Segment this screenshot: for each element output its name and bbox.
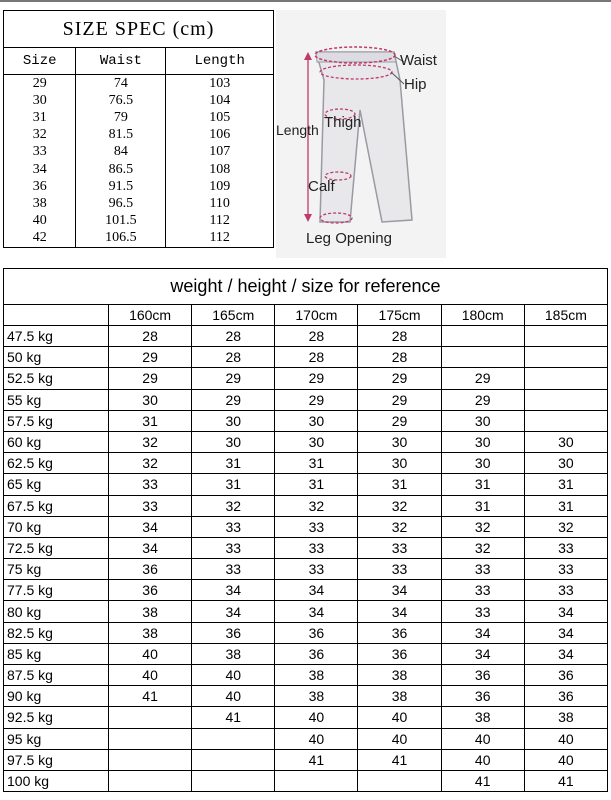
length-cell: 112 — [166, 230, 274, 248]
weight-label: 50 kg — [4, 347, 109, 368]
size-value-cell: 31 — [441, 474, 524, 495]
size-cell: 42 — [4, 230, 76, 248]
size-spec-table — [3, 10, 274, 248]
reference-row — [4, 707, 608, 728]
size-value-cell: 33 — [275, 559, 358, 580]
size-value-cell: 32 — [441, 516, 524, 537]
size-value-cell: 38 — [192, 643, 275, 664]
waist-cell: 76.5 — [76, 92, 166, 109]
size-value-cell: 41 — [358, 749, 441, 770]
size-value-cell: 28 — [275, 347, 358, 368]
size-value-cell: 33 — [109, 495, 192, 516]
size-value-cell — [275, 770, 358, 791]
size-value-cell: 38 — [358, 665, 441, 686]
size-value-cell: 40 — [109, 643, 192, 664]
size-value-cell: 32 — [109, 453, 192, 474]
size-value-cell: 28 — [358, 347, 441, 368]
size-value-cell: 30 — [109, 389, 192, 410]
size-value-cell — [109, 749, 192, 770]
weight-label: 60 kg — [4, 431, 109, 452]
size-value-cell: 34 — [192, 601, 275, 622]
reference-row — [4, 389, 608, 410]
waist-cell: 106.5 — [76, 230, 166, 248]
reference-row — [4, 601, 608, 622]
reference-row — [4, 474, 608, 495]
size-value-cell: 30 — [524, 431, 607, 452]
size-value-cell: 31 — [192, 453, 275, 474]
length-cell: 104 — [166, 92, 274, 109]
size-value-cell — [192, 770, 275, 791]
height-header: 180cm — [441, 305, 524, 326]
weight-label: 57.5 kg — [4, 410, 109, 431]
weight-label: 77.5 kg — [4, 580, 109, 601]
size-value-cell: 29 — [358, 410, 441, 431]
size-value-cell: 29 — [109, 368, 192, 389]
size-value-cell: 30 — [358, 431, 441, 452]
size-value-cell: 30 — [441, 453, 524, 474]
size-value-cell: 31 — [109, 410, 192, 431]
reference-row — [4, 643, 608, 664]
reference-row — [4, 453, 608, 474]
weight-label: 75 kg — [4, 559, 109, 580]
size-value-cell: 29 — [358, 389, 441, 410]
size-value-cell: 34 — [524, 643, 607, 664]
size-value-cell: 33 — [441, 601, 524, 622]
size-value-cell: 40 — [192, 686, 275, 707]
weight-label: 97.5 kg — [4, 749, 109, 770]
reference-row — [4, 326, 608, 347]
height-header-blank — [4, 305, 109, 326]
weight-height-size-reference-table — [3, 268, 608, 792]
size-value-cell: 32 — [524, 516, 607, 537]
reference-row — [4, 559, 608, 580]
weight-label: 67.5 kg — [4, 495, 109, 516]
size-spec-body — [4, 75, 274, 248]
size-value-cell — [524, 326, 607, 347]
size-value-cell: 31 — [275, 453, 358, 474]
size-value-cell: 40 — [441, 728, 524, 749]
size-value-cell: 33 — [192, 537, 275, 558]
size-cell: 40 — [4, 213, 76, 230]
size-value-cell: 33 — [524, 537, 607, 558]
waist-cell: 79 — [76, 109, 166, 126]
reference-body — [4, 326, 608, 792]
size-value-cell: 28 — [192, 347, 275, 368]
reference-row — [4, 537, 608, 558]
size-value-cell — [192, 749, 275, 770]
size-value-cell: 34 — [524, 622, 607, 643]
weight-label: 100 kg — [4, 770, 109, 791]
size-spec-header-length: Length — [166, 48, 274, 75]
size-spec-row — [4, 230, 274, 248]
label-hip: Hip — [404, 76, 427, 93]
height-header: 175cm — [358, 305, 441, 326]
size-value-cell: 29 — [441, 389, 524, 410]
weight-label: 62.5 kg — [4, 453, 109, 474]
waist-cell: 74 — [76, 75, 166, 93]
top-border — [0, 0, 611, 2]
size-value-cell — [524, 368, 607, 389]
label-thigh: Thigh — [324, 114, 362, 131]
label-leg-opening: Leg Opening — [306, 230, 392, 247]
size-spec-header-waist: Waist — [76, 48, 166, 75]
size-value-cell: 40 — [524, 749, 607, 770]
size-value-cell: 30 — [441, 431, 524, 452]
size-value-cell: 34 — [441, 643, 524, 664]
weight-label: 65 kg — [4, 474, 109, 495]
size-value-cell — [524, 347, 607, 368]
size-value-cell: 33 — [275, 537, 358, 558]
size-spec-row — [4, 109, 274, 126]
size-value-cell: 30 — [275, 410, 358, 431]
size-value-cell: 29 — [358, 368, 441, 389]
height-header: 165cm — [192, 305, 275, 326]
size-value-cell: 33 — [441, 559, 524, 580]
size-value-cell: 31 — [441, 495, 524, 516]
size-value-cell: 38 — [441, 707, 524, 728]
size-value-cell: 36 — [524, 665, 607, 686]
size-value-cell: 34 — [441, 622, 524, 643]
length-cell: 110 — [166, 195, 274, 212]
reference-row — [4, 686, 608, 707]
height-header: 185cm — [524, 305, 607, 326]
size-value-cell: 36 — [524, 686, 607, 707]
size-value-cell: 31 — [524, 495, 607, 516]
size-value-cell: 29 — [192, 368, 275, 389]
waist-cell: 81.5 — [76, 127, 166, 144]
size-value-cell: 28 — [275, 326, 358, 347]
waist-cell: 96.5 — [76, 195, 166, 212]
size-spec-row — [4, 92, 274, 109]
size-value-cell — [109, 707, 192, 728]
size-value-cell: 34 — [275, 601, 358, 622]
size-value-cell — [109, 770, 192, 791]
size-cell: 30 — [4, 92, 76, 109]
size-cell: 36 — [4, 178, 76, 195]
weight-label: 95 kg — [4, 728, 109, 749]
size-value-cell: 32 — [192, 495, 275, 516]
weight-label: 70 kg — [4, 516, 109, 537]
size-value-cell: 30 — [192, 410, 275, 431]
size-value-cell: 29 — [441, 368, 524, 389]
reference-row — [4, 665, 608, 686]
size-value-cell: 33 — [358, 559, 441, 580]
size-cell: 32 — [4, 127, 76, 144]
size-value-cell: 28 — [192, 326, 275, 347]
length-cell: 112 — [166, 213, 274, 230]
size-value-cell: 33 — [524, 580, 607, 601]
reference-row — [4, 622, 608, 643]
size-value-cell: 36 — [358, 622, 441, 643]
size-value-cell: 33 — [441, 580, 524, 601]
size-value-cell: 40 — [275, 707, 358, 728]
size-value-cell — [109, 728, 192, 749]
size-value-cell — [358, 770, 441, 791]
size-cell: 31 — [4, 109, 76, 126]
size-value-cell: 34 — [358, 601, 441, 622]
size-spec-row — [4, 75, 274, 93]
size-spec-row — [4, 161, 274, 178]
weight-label: 47.5 kg — [4, 326, 109, 347]
size-value-cell: 32 — [109, 431, 192, 452]
size-spec-row — [4, 144, 274, 161]
size-value-cell: 29 — [275, 368, 358, 389]
size-value-cell: 41 — [524, 770, 607, 791]
reference-row — [4, 368, 608, 389]
size-cell: 38 — [4, 195, 76, 212]
size-value-cell: 41 — [441, 770, 524, 791]
size-value-cell — [524, 389, 607, 410]
size-value-cell: 40 — [524, 728, 607, 749]
label-length: Length — [276, 122, 319, 138]
size-value-cell: 30 — [358, 453, 441, 474]
size-spec-row — [4, 195, 274, 212]
size-cell: 34 — [4, 161, 76, 178]
size-spec-row — [4, 213, 274, 230]
waist-cell: 84 — [76, 144, 166, 161]
size-value-cell: 33 — [109, 474, 192, 495]
size-value-cell: 38 — [524, 707, 607, 728]
size-value-cell: 32 — [275, 495, 358, 516]
size-value-cell: 41 — [109, 686, 192, 707]
size-value-cell: 38 — [109, 622, 192, 643]
size-cell: 33 — [4, 144, 76, 161]
size-value-cell: 33 — [358, 537, 441, 558]
label-calf: Calf — [308, 178, 335, 195]
size-value-cell: 30 — [275, 431, 358, 452]
height-header: 160cm — [109, 305, 192, 326]
size-spec-title: SIZE SPEC (cm) — [4, 11, 274, 48]
size-value-cell: 40 — [358, 707, 441, 728]
size-value-cell: 31 — [358, 474, 441, 495]
waist-cell: 86.5 — [76, 161, 166, 178]
length-cell: 107 — [166, 144, 274, 161]
size-value-cell: 32 — [358, 495, 441, 516]
length-cell: 103 — [166, 75, 274, 93]
size-value-cell: 38 — [109, 601, 192, 622]
size-value-cell: 34 — [192, 580, 275, 601]
reference-row — [4, 516, 608, 537]
size-value-cell — [192, 728, 275, 749]
size-value-cell: 34 — [524, 601, 607, 622]
size-value-cell: 38 — [275, 665, 358, 686]
size-value-cell: 38 — [358, 686, 441, 707]
waist-cell: 101.5 — [76, 213, 166, 230]
size-value-cell: 36 — [358, 643, 441, 664]
size-cell: 29 — [4, 75, 76, 93]
weight-label: 72.5 kg — [4, 537, 109, 558]
reference-row — [4, 347, 608, 368]
size-value-cell: 34 — [358, 580, 441, 601]
size-value-cell: 33 — [192, 559, 275, 580]
size-value-cell: 33 — [275, 516, 358, 537]
size-spec-row — [4, 127, 274, 144]
size-value-cell: 41 — [192, 707, 275, 728]
length-cell: 108 — [166, 161, 274, 178]
reference-title: weight / height / size for reference — [4, 269, 608, 305]
size-value-cell: 40 — [441, 749, 524, 770]
reference-row — [4, 495, 608, 516]
reference-row — [4, 410, 608, 431]
size-value-cell: 29 — [109, 347, 192, 368]
weight-label: 80 kg — [4, 601, 109, 622]
size-value-cell: 30 — [441, 410, 524, 431]
size-value-cell: 30 — [524, 453, 607, 474]
reference-row — [4, 770, 608, 791]
reference-row — [4, 749, 608, 770]
weight-label: 55 kg — [4, 389, 109, 410]
size-value-cell: 31 — [275, 474, 358, 495]
size-value-cell: 40 — [192, 665, 275, 686]
reference-row — [4, 580, 608, 601]
size-value-cell: 36 — [275, 643, 358, 664]
size-value-cell: 30 — [192, 431, 275, 452]
size-value-cell: 29 — [275, 389, 358, 410]
size-value-cell: 40 — [358, 728, 441, 749]
size-value-cell: 36 — [192, 622, 275, 643]
size-value-cell: 36 — [441, 665, 524, 686]
size-value-cell: 29 — [192, 389, 275, 410]
weight-label: 52.5 kg — [4, 368, 109, 389]
weight-label: 90 kg — [4, 686, 109, 707]
length-cell: 109 — [166, 178, 274, 195]
size-value-cell: 41 — [275, 749, 358, 770]
size-value-cell: 36 — [275, 622, 358, 643]
size-value-cell: 32 — [441, 537, 524, 558]
size-value-cell: 33 — [524, 559, 607, 580]
trousers-measurement-diagram — [276, 10, 446, 258]
label-waist: Waist — [400, 52, 437, 69]
size-spec-header-size: Size — [4, 48, 76, 75]
height-header: 170cm — [275, 305, 358, 326]
reference-row — [4, 728, 608, 749]
size-value-cell: 32 — [358, 516, 441, 537]
waist-cell: 91.5 — [76, 178, 166, 195]
size-value-cell: 36 — [441, 686, 524, 707]
size-value-cell: 34 — [275, 580, 358, 601]
weight-label: 82.5 kg — [4, 622, 109, 643]
size-value-cell: 31 — [192, 474, 275, 495]
size-value-cell: 36 — [109, 580, 192, 601]
size-value-cell: 40 — [109, 665, 192, 686]
size-value-cell: 36 — [109, 559, 192, 580]
size-value-cell — [441, 347, 524, 368]
size-value-cell — [441, 326, 524, 347]
weight-label: 92.5 kg — [4, 707, 109, 728]
reference-row — [4, 431, 608, 452]
size-value-cell — [524, 410, 607, 431]
size-value-cell: 31 — [524, 474, 607, 495]
weight-label: 87.5 kg — [4, 665, 109, 686]
size-value-cell: 28 — [109, 326, 192, 347]
size-value-cell: 34 — [109, 516, 192, 537]
length-cell: 105 — [166, 109, 274, 126]
size-value-cell: 28 — [358, 326, 441, 347]
size-value-cell: 33 — [192, 516, 275, 537]
size-value-cell: 34 — [109, 537, 192, 558]
length-cell: 106 — [166, 127, 274, 144]
size-value-cell: 38 — [275, 686, 358, 707]
weight-label: 85 kg — [4, 643, 109, 664]
size-value-cell: 40 — [275, 728, 358, 749]
size-spec-row — [4, 178, 274, 195]
